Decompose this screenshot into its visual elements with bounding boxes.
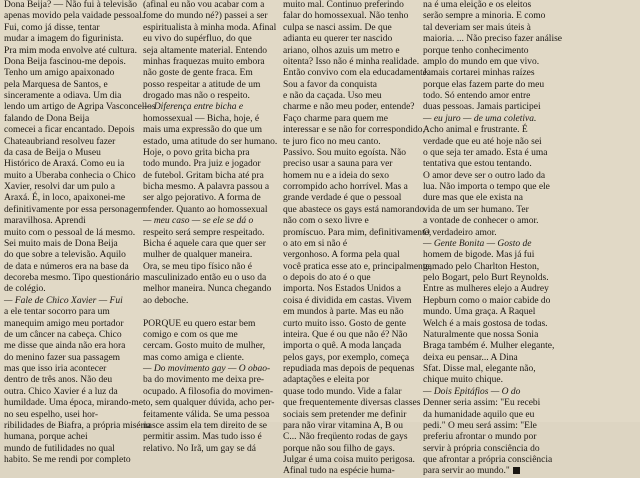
text-line: comigo e com os que me bbox=[143, 329, 238, 340]
text-line: apenas movido pela vaidade pessoal. bbox=[4, 11, 145, 22]
text-line: lua. Não importa o tempo que ele bbox=[423, 182, 550, 192]
text-line: Hepburn como o maior cabide do bbox=[423, 295, 551, 306]
text-line: feitamente válida. Se uma pessoa bbox=[143, 409, 270, 420]
text-line: mais uma expressão do que um bbox=[143, 125, 262, 136]
text-line: Ora, se meu tipo físico não é bbox=[143, 261, 252, 272]
text-line: curto muito isso. Gosto de gente bbox=[283, 318, 406, 329]
text-line: Faço charme para quem me bbox=[283, 113, 388, 124]
text-line: em mundos à parte. Mas eu não bbox=[283, 307, 404, 318]
text-line: masculinizado então eu o uso da bbox=[143, 273, 267, 283]
text-line: comecei a ficar encantado. Depois bbox=[4, 125, 135, 136]
text-line: muito com o pessoal de lá mesmo. bbox=[4, 227, 136, 238]
text-line: Hoje, o povo grita bicha pra bbox=[143, 147, 250, 158]
text-line: importa. Nos Estados Unidos a bbox=[283, 284, 401, 295]
text-line: pelo Bogart, pelo Burt Reynolds. bbox=[423, 273, 549, 283]
text-line: Sfat. Disse mal, elegante não, bbox=[423, 364, 536, 374]
text-line: falar do homossexual. Não tenho bbox=[283, 11, 409, 22]
text-line: dentro de três anos. Não deu bbox=[4, 375, 113, 386]
text-line: estado, uma atitude do ser humano. bbox=[143, 136, 278, 147]
text-line: to, sem qualquer dúvida, acho per- bbox=[143, 398, 275, 409]
text-line: Acho animal e frustrante. É bbox=[423, 125, 528, 136]
text-line: bicha mesmo. A palavra passou a bbox=[143, 182, 270, 192]
text-line: porque não sou filho de gays. bbox=[283, 443, 395, 454]
text-line: mulher de qualquer maneira. bbox=[143, 250, 253, 261]
text-line: Braga também é. Mulher elegante, bbox=[423, 341, 555, 352]
text-line: — meu caso — se ele se dá o bbox=[143, 216, 254, 227]
text-line: Araxá. É, in loco, apaixonei-me bbox=[4, 193, 126, 204]
text-line: para servir ao mundo." bbox=[423, 466, 547, 477]
text-line: drogado mas não o respeito. bbox=[143, 91, 250, 101]
text-line: da casa de Beija o Museu bbox=[4, 147, 101, 158]
text-line: mas como amiga e cliente. bbox=[143, 352, 245, 363]
end-of-article-mark bbox=[513, 467, 520, 474]
text-line: sinceramente a odiava. Um dia bbox=[4, 91, 122, 101]
text-line: porque tenho conhecimento bbox=[423, 45, 529, 56]
text-line: C... Não freqüento rodas de gays bbox=[283, 432, 408, 443]
text-line: posso respeitar a atitude de um bbox=[143, 79, 261, 90]
text-line: Afinal tudo na espécie huma- bbox=[283, 466, 395, 477]
text-line: ao deboche. bbox=[143, 295, 189, 306]
text-line: inteira. Que é ou que não é? Não bbox=[283, 329, 408, 340]
text-line: você pratica esse ato e, principalmente, bbox=[283, 261, 433, 272]
text-line: pelos gays, por exemplo, começa bbox=[283, 352, 410, 363]
text-line: gamado pelo Charlton Heston, bbox=[423, 261, 540, 272]
text-line: chique muito chique. bbox=[423, 375, 503, 386]
text-line: Tenho um amigo apaixonado bbox=[4, 68, 115, 79]
text-line: nasce assim ela tem direito de se bbox=[143, 420, 267, 431]
text-line: deixa eu pensar... A Dina bbox=[423, 352, 518, 363]
text-line: repudiada mas depois de pequenas bbox=[283, 364, 415, 374]
text-line: na é uma eleição e os eleitos bbox=[423, 0, 532, 10]
text-line: eu vivo do supérfluo, do que bbox=[143, 34, 252, 45]
text-line: Fui, como já disse, tentar bbox=[4, 22, 100, 33]
text-line bbox=[143, 307, 270, 318]
text-line: tal deveriam ser mais úteis à bbox=[423, 22, 531, 33]
text-line: permitir assim. Mas tudo isso é bbox=[143, 432, 262, 443]
text-line: vida de um ser humano. Ter bbox=[423, 204, 529, 215]
text-line: homossexual — Bicha, hoje, é bbox=[143, 113, 260, 124]
text-column-4 bbox=[423, 0, 563, 478]
text-line: Denner seria assim: "Eu recebi bbox=[423, 398, 541, 409]
text-line: Histórico de Araxá. Como eu ia bbox=[4, 159, 125, 170]
text-line: dure mas que ele exista na bbox=[423, 193, 523, 204]
text-line: Dona Beija? — Não fui à televisão bbox=[4, 0, 137, 10]
text-line: ariano, olhos azuis um metro e bbox=[283, 45, 400, 56]
text-line: o ato em si não é bbox=[283, 238, 348, 249]
text-column-3 bbox=[283, 0, 433, 478]
text-line: da humanidade aquilo que eu bbox=[423, 409, 535, 420]
text-line: me disse que ainda não era hora bbox=[4, 341, 126, 352]
text-line: do menino fazer sua passagem bbox=[4, 352, 121, 363]
text-line: humana, porque achei bbox=[4, 432, 88, 443]
text-line: mundo de futilidades no qual bbox=[4, 443, 115, 454]
text-line: humildade. Uma época, mirando-me bbox=[4, 398, 144, 409]
text-line: — eu juro — de uma coletiva. bbox=[423, 113, 537, 124]
text-line: respeito será sempre respeitado. bbox=[143, 227, 265, 238]
text-line: ribilidades de Biafra, a própria miséria bbox=[4, 420, 151, 431]
text-line: preferiu afrontar o mundo por bbox=[423, 432, 537, 443]
text-line: de colégio. bbox=[4, 284, 46, 295]
text-line: o que seja ter amado. Esta é uma bbox=[423, 147, 548, 158]
text-line: Dona Beija fascinou-me depois. bbox=[4, 56, 126, 67]
text-line: sociais sem pretender me definir bbox=[283, 409, 407, 420]
text-line: manequim amigo meu portador bbox=[4, 318, 124, 329]
text-line: O verdadeiro amor. bbox=[423, 227, 497, 238]
text-line: Welch é a mais gostosa de todas. bbox=[423, 318, 548, 329]
text-line: — Gente Bonita — Gosto de bbox=[423, 238, 532, 249]
text-line: quase todo mundo. Vide a falar bbox=[283, 386, 402, 397]
text-line: de um câncer na cabeça. Chico bbox=[4, 329, 122, 340]
text-line: muito a Uberaba conhecia o Chico bbox=[4, 170, 136, 181]
text-line: para não virar vitamina A, B ou bbox=[283, 420, 404, 431]
text-line: outra. Chico Xavier é a luz da bbox=[4, 386, 118, 397]
text-line: porque elas fazem parte do meu bbox=[423, 79, 545, 90]
text-line: ofender. Quanto ao homossexual bbox=[143, 204, 268, 215]
text-line: falando de Dona Beija bbox=[4, 113, 90, 124]
text-line: no seu espelho, usei hor- bbox=[4, 409, 98, 420]
text-line: duas pessoas. Jamais participei bbox=[423, 102, 541, 113]
text-line: de futebol. Gritam bicha até pra bbox=[143, 170, 264, 181]
text-line: ocupado. A filosofia do movimen- bbox=[143, 386, 274, 397]
text-line: habito. Se me rendi por completo bbox=[4, 455, 131, 465]
text-line: Sei muito mais de Dona Beija bbox=[4, 238, 118, 249]
text-line: te juro fico no meu canto. bbox=[283, 136, 381, 147]
text-line: muito mal. Continuo preferindo bbox=[283, 0, 404, 10]
text-line: promíscuo. Para mim, definitivamente, bbox=[283, 227, 432, 238]
text-line: homem de bigode. Mas já fui bbox=[423, 250, 535, 261]
text-line: cercam. Gosto muito de mulher, bbox=[143, 341, 266, 352]
text-line: fome do mundo né?) passei a ser bbox=[143, 11, 268, 22]
text-line: pela Marquesa de Santos, e bbox=[4, 79, 108, 90]
text-line: que afrontar a própria consciência bbox=[423, 455, 553, 465]
text-line: — Dois Epitáfios — O do bbox=[423, 386, 521, 397]
text-line: ser algo pejorativo. A forma de bbox=[143, 193, 261, 204]
text-line: o depois do ato é o que bbox=[283, 273, 371, 283]
text-line: serão sempre a minoria. E como bbox=[423, 11, 546, 22]
text-line: verdade que eu até hoje não sei bbox=[423, 136, 542, 147]
text-line: oitenta? Isso não é minha realidade. bbox=[283, 56, 420, 67]
text-line: que frequentemente diversas classes bbox=[283, 398, 421, 409]
text-line: seja altamente material. Entendo bbox=[143, 45, 267, 56]
text-line: melhor maneira. Nunca chegando bbox=[143, 284, 272, 295]
text-line: pedi." O meu será assim: "Ele bbox=[423, 420, 537, 431]
text-line: não goste de gente fraca. Em bbox=[143, 68, 253, 79]
text-column-1 bbox=[4, 0, 156, 466]
text-line: interessar e se não for correspondido, bbox=[283, 125, 425, 136]
text-line: Jamais cortarei minhas raízes bbox=[423, 68, 535, 79]
text-line: mas que isso iria acontecer bbox=[4, 364, 107, 374]
text-line: ba do movimento me deixa pre- bbox=[143, 375, 265, 386]
text-line: O amor deve ser o outro lado da bbox=[423, 170, 546, 181]
text-line: todo mundo. Pra juiz e jogador bbox=[143, 159, 261, 170]
text-line: — Fale de Chico Xavier — Fui bbox=[4, 295, 123, 306]
text-line: maioria. ... Não preciso fazer análise bbox=[423, 34, 563, 45]
text-line: definitivamente por essa personagem bbox=[4, 204, 146, 215]
text-line: do que sobre a televisão. Aquilo bbox=[4, 250, 126, 261]
text-line: mundo. Uma graça. A Raquel bbox=[423, 307, 536, 318]
text-line: preciso usar a sauna para ver bbox=[283, 159, 393, 170]
text-line: a vontade de conhecer o amor. bbox=[423, 216, 539, 227]
text-line: — Do movimento gay — O obao- bbox=[143, 364, 271, 374]
text-line: corrompido acho horrível. Mas a bbox=[283, 182, 408, 192]
text-line: vergonhoso. A forma pela qual bbox=[283, 250, 400, 261]
text-line: servir à própria consciência do bbox=[423, 443, 540, 454]
text-line: decoreba mesmo. Tipo questionário bbox=[4, 273, 140, 283]
text-line: importa o quê. A moda lançada bbox=[283, 341, 402, 352]
text-line: Bicha é aquele cara que quer ser bbox=[143, 238, 266, 249]
text-line: (afinal eu não vou acabar com a bbox=[143, 0, 265, 10]
text-line: culpa se nasci assim. De que bbox=[283, 22, 392, 33]
text-line: Pra mim moda envolve até cultura. bbox=[4, 45, 137, 56]
text-line: grande verdade é que o pessoal bbox=[283, 193, 402, 204]
text-line: que abastece os gays está namorando bbox=[283, 204, 425, 215]
text-line: mudar a imagem do figurinista. bbox=[4, 34, 124, 45]
text-line: PORQUE eu quero estar bem bbox=[143, 318, 256, 329]
text-line: minhas fraquezas muito embora bbox=[143, 56, 265, 67]
text-line: coisa é dividida em castas. Vivem bbox=[283, 295, 412, 306]
text-line: Sou a favor da conquista bbox=[283, 79, 377, 90]
text-line: espiritualista à minha moda. Afinal bbox=[143, 22, 277, 33]
text-line: Entre as mulheres elejo a Audrey bbox=[423, 284, 549, 295]
text-line: homem nu e a ideia do sexo bbox=[283, 170, 390, 181]
text-line: a ele tentar socorro para um bbox=[4, 307, 110, 318]
text-line: relativo. No Irã, um gay se dá bbox=[143, 443, 256, 454]
text-line: amplo do mundo em que vivo. bbox=[423, 56, 540, 67]
text-column-2 bbox=[143, 0, 278, 455]
text-line: maravilhosa. Aprendi bbox=[4, 216, 86, 227]
text-line: Então convivo com ela educadamente. bbox=[283, 68, 430, 79]
text-line: Xavier, resolvi dar um pulo a bbox=[4, 182, 115, 192]
text-line: tentativa que estou tentando. bbox=[423, 159, 532, 170]
text-line: — Diferença entre bicha e bbox=[143, 102, 244, 113]
text-line: charme e não meu poder, entende? bbox=[283, 102, 415, 113]
text-line: Julgar é uma coisa muito perigosa. bbox=[283, 455, 415, 465]
text-line: de data e números era na base da bbox=[4, 261, 129, 272]
text-line: não com o sexo livre e bbox=[283, 216, 369, 227]
text-line: Naturalmente que nossa Sonia bbox=[423, 329, 539, 340]
text-line: adianta eu querer ter nascido bbox=[283, 34, 393, 45]
text-line: Chateaubriand resolveu fazer bbox=[4, 136, 116, 147]
text-line: lendo um artigo de Agripa Vasconcellos bbox=[4, 102, 156, 113]
text-line: Passivo. Sou muito egoísta. Não bbox=[283, 147, 406, 158]
text-line: todo. Só entendo amor entre bbox=[423, 91, 531, 101]
text-line: e não da caçada. Uso meu bbox=[283, 91, 382, 101]
text-line: adaptações e eleita por bbox=[283, 375, 370, 386]
